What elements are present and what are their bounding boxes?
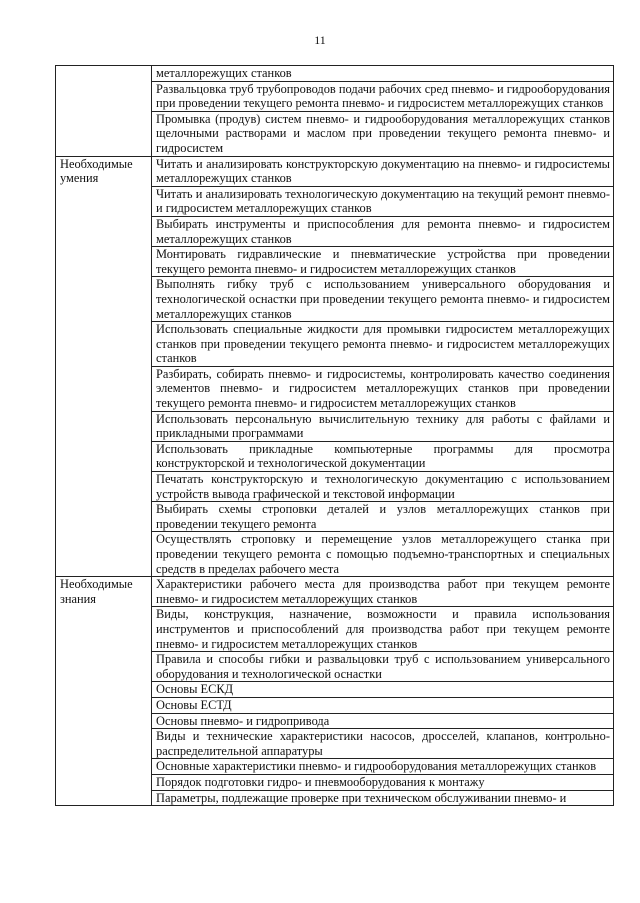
item-text: Порядок подготовки гидро- и пневмооборудования к монтажу xyxy=(152,774,614,790)
item-text: Основы ЕСТД xyxy=(152,697,614,713)
item-text: Выбирать схемы строповки деталей и узлов металлорежущих станков при проведении текущего ремонта xyxy=(152,502,614,532)
item-text: Параметры, подлежащие проверке при техническом обслуживании пневмо- и xyxy=(152,790,614,806)
table-row xyxy=(56,66,614,82)
item-text: Правила и способы гибки и развальцовки труб с использованием универсального оборудования и технологической оснастки xyxy=(152,652,614,682)
item-text: Основы ЕСКД xyxy=(152,682,614,698)
item-text: Основы пневмо- и гидропривода xyxy=(152,713,614,729)
item-text: Основные характеристики пневмо- и гидрооборудования металлорежущих станков xyxy=(152,759,614,775)
section-label: Необходимые умения xyxy=(56,156,152,577)
item-text: Использовать специальные жидкости для промывки гидросистем металлорежущих станков при проведении текущего ремонта пневмо- и гидросистем металлорежущих станков xyxy=(152,322,614,367)
item-text: Виды, конструкция, назначение, возможности и правила использования инструментов и приспособлений для производства работ при текущем ремонте пневмо- и гидросистем металлорежущих станков xyxy=(152,607,614,652)
item-text: Промывка (продув) систем пневмо- и гидрооборудования металлорежущих станков щелочными растворами и маслом при проведении текущего ремонта пневмо- и гидросистем xyxy=(152,111,614,156)
item-text: Характеристики рабочего места для производства работ при текущем ремонте пневмо- и гидросистем металлорежущих станков xyxy=(152,577,614,607)
item-text: Виды и технические характеристики насосов, дросселей, клапанов, контрольно-распределительной аппаратуры xyxy=(152,729,614,759)
item-text: Выбирать инструменты и приспособления для ремонта пневмо- и гидросистем металлорежущих станков xyxy=(152,216,614,246)
item-text: Выполнять гибку труб с использованием универсального оборудования и технологической оснастки при проведении текущего ремонта пневмо- и гидросистем металлорежущих станков xyxy=(152,277,614,322)
item-text: металлорежущих станков xyxy=(152,66,614,82)
item-text: Осуществлять строповку и перемещение узлов металлорежущего станка при проведении текущего ремонта с помощью подъемно-транспортных и специальных средств в пределах рабочего места xyxy=(152,532,614,577)
section-label xyxy=(56,66,152,157)
competency-table xyxy=(55,65,614,806)
item-text: Использовать персональную вычислительную технику для работы с файлами и прикладными программами xyxy=(152,411,614,441)
item-text: Разбирать, собирать пневмо- и гидросистемы, контролировать качество соединения элементов пневмо- и гидросистем металлорежущих станков при проведении текущего ремонта пневмо- и гидросистем металлорежущих станков xyxy=(152,366,614,411)
table-row xyxy=(56,156,614,186)
item-text: Развальцовка труб трубопроводов подачи рабочих сред пневмо- и гидрооборудования при проведении текущего ремонта пневмо- и гидросистем металлорежущих станков xyxy=(152,81,614,111)
item-text: Читать и анализировать технологическую документацию на текущий ремонт пневмо- и гидросистем металлорежущих станков xyxy=(152,186,614,216)
table-body xyxy=(56,66,614,806)
section-label: Необходимые знания xyxy=(56,577,152,806)
page-number: 11 xyxy=(314,33,326,47)
table-row xyxy=(56,577,614,607)
item-text: Читать и анализировать конструкторскую документацию на пневмо- и гидросистемы металлорежущих станков xyxy=(152,156,614,186)
item-text: Печатать конструкторскую и технологическую документацию с использованием устройств вывода графической и текстовой информации xyxy=(152,472,614,502)
item-text: Использовать прикладные компьютерные программы для просмотра конструкторской и технологической документации xyxy=(152,441,614,471)
item-text: Монтировать гидравлические и пневматические устройства при проведении текущего ремонта пневмо- и гидросистем металлорежущих станков xyxy=(152,247,614,277)
